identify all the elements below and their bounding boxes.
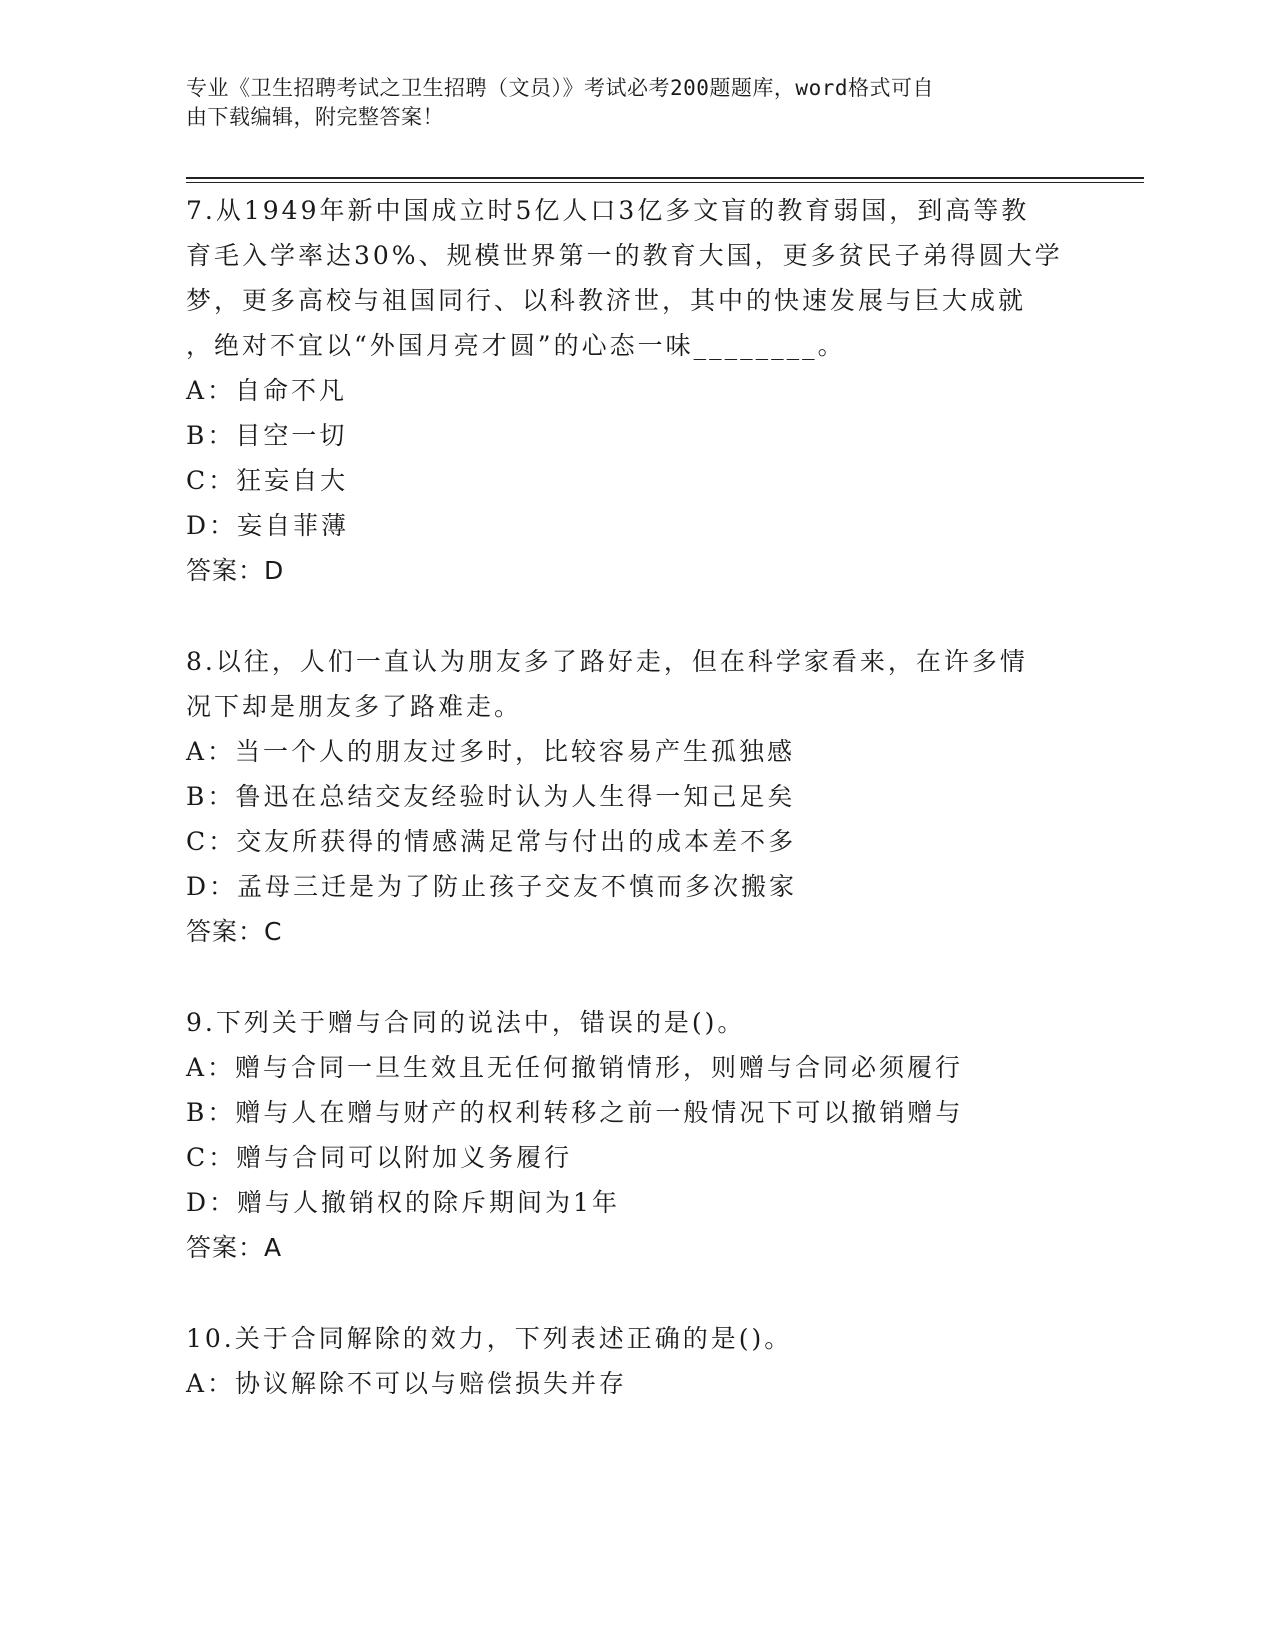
option-a: A：自命不凡: [186, 376, 348, 405]
stem-line: ，绝对不宜以“外国月亮才圆”的心态一味________。: [186, 331, 846, 360]
question-list: [186, 188, 1086, 1452]
option-a: A：赠与合同一旦生效且无任何撤销情形，则赠与合同必须履行: [186, 1053, 964, 1082]
question-10: [186, 1316, 1086, 1406]
stem-line: 9.下列关于赠与合同的说法中，错误的是()。: [186, 1008, 746, 1037]
header-title-line1: 专业《卫生招聘考试之卫生招聘（文员）》考试必考200题题库，word格式可自: [186, 76, 934, 100]
stem-line: 8.以往，人们一直认为朋友多了路好走，但在科学家看来，在许多情: [186, 647, 1028, 676]
answer: 答案：D: [186, 556, 285, 585]
question-8: [186, 639, 1086, 954]
stem-line: 况下却是朋友多了路难走。: [186, 692, 523, 721]
option-a: A：协议解除不可以与赔偿损失并存: [186, 1369, 628, 1398]
option-c: C：赠与合同可以附加义务履行: [186, 1143, 573, 1172]
option-c: C：狂妄自大: [186, 466, 349, 495]
option-c: C：交友所获得的情感满足常与付出的成本差不多: [186, 827, 797, 856]
option-d: D：妄自菲薄: [186, 511, 350, 540]
question-stem: [186, 1000, 1086, 1045]
header-title-line2: 由下载编辑，附完整答案！: [186, 105, 444, 129]
question-stem: [186, 188, 1086, 368]
question-9: [186, 1000, 1086, 1270]
stem-line: 梦，更多高校与祖国同行、以科教济世，其中的快速发展与巨大成就: [186, 286, 1027, 315]
question-7: [186, 188, 1086, 593]
option-b: B：目空一切: [186, 421, 348, 450]
stem-line: 育毛入学率达30%、规模世界第一的教育大国，更多贫民子弟得圆大学: [186, 241, 1063, 270]
stem-line: 10.关于合同解除的效力，下列表述正确的是()。: [186, 1324, 793, 1353]
option-b: B：鲁迅在总结交友经验时认为人生得一知己足矣: [186, 782, 796, 811]
option-d: D：赠与人撤销权的除斥期间为1年: [186, 1188, 620, 1217]
question-stem: [186, 1316, 1086, 1361]
stem-line: 7.从1949年新中国成立时5亿人口3亿多文盲的教育弱国，到高等教: [186, 196, 1030, 225]
question-stem: [186, 639, 1086, 729]
option-a: A：当一个人的朋友过多时，比较容易产生孤独感: [186, 737, 796, 766]
option-d: D：孟母三迁是为了防止孩子交友不慎而多次搬家: [186, 872, 798, 901]
answer: 答案：A: [186, 1233, 283, 1262]
header-divider-thick: [186, 177, 1144, 179]
document-header: [186, 74, 1066, 132]
answer: 答案：C: [186, 917, 283, 946]
option-b: B：赠与人在赠与财产的权利转移之前一般情况下可以撤销赠与: [186, 1098, 964, 1127]
header-divider-thin: [186, 182, 1144, 183]
